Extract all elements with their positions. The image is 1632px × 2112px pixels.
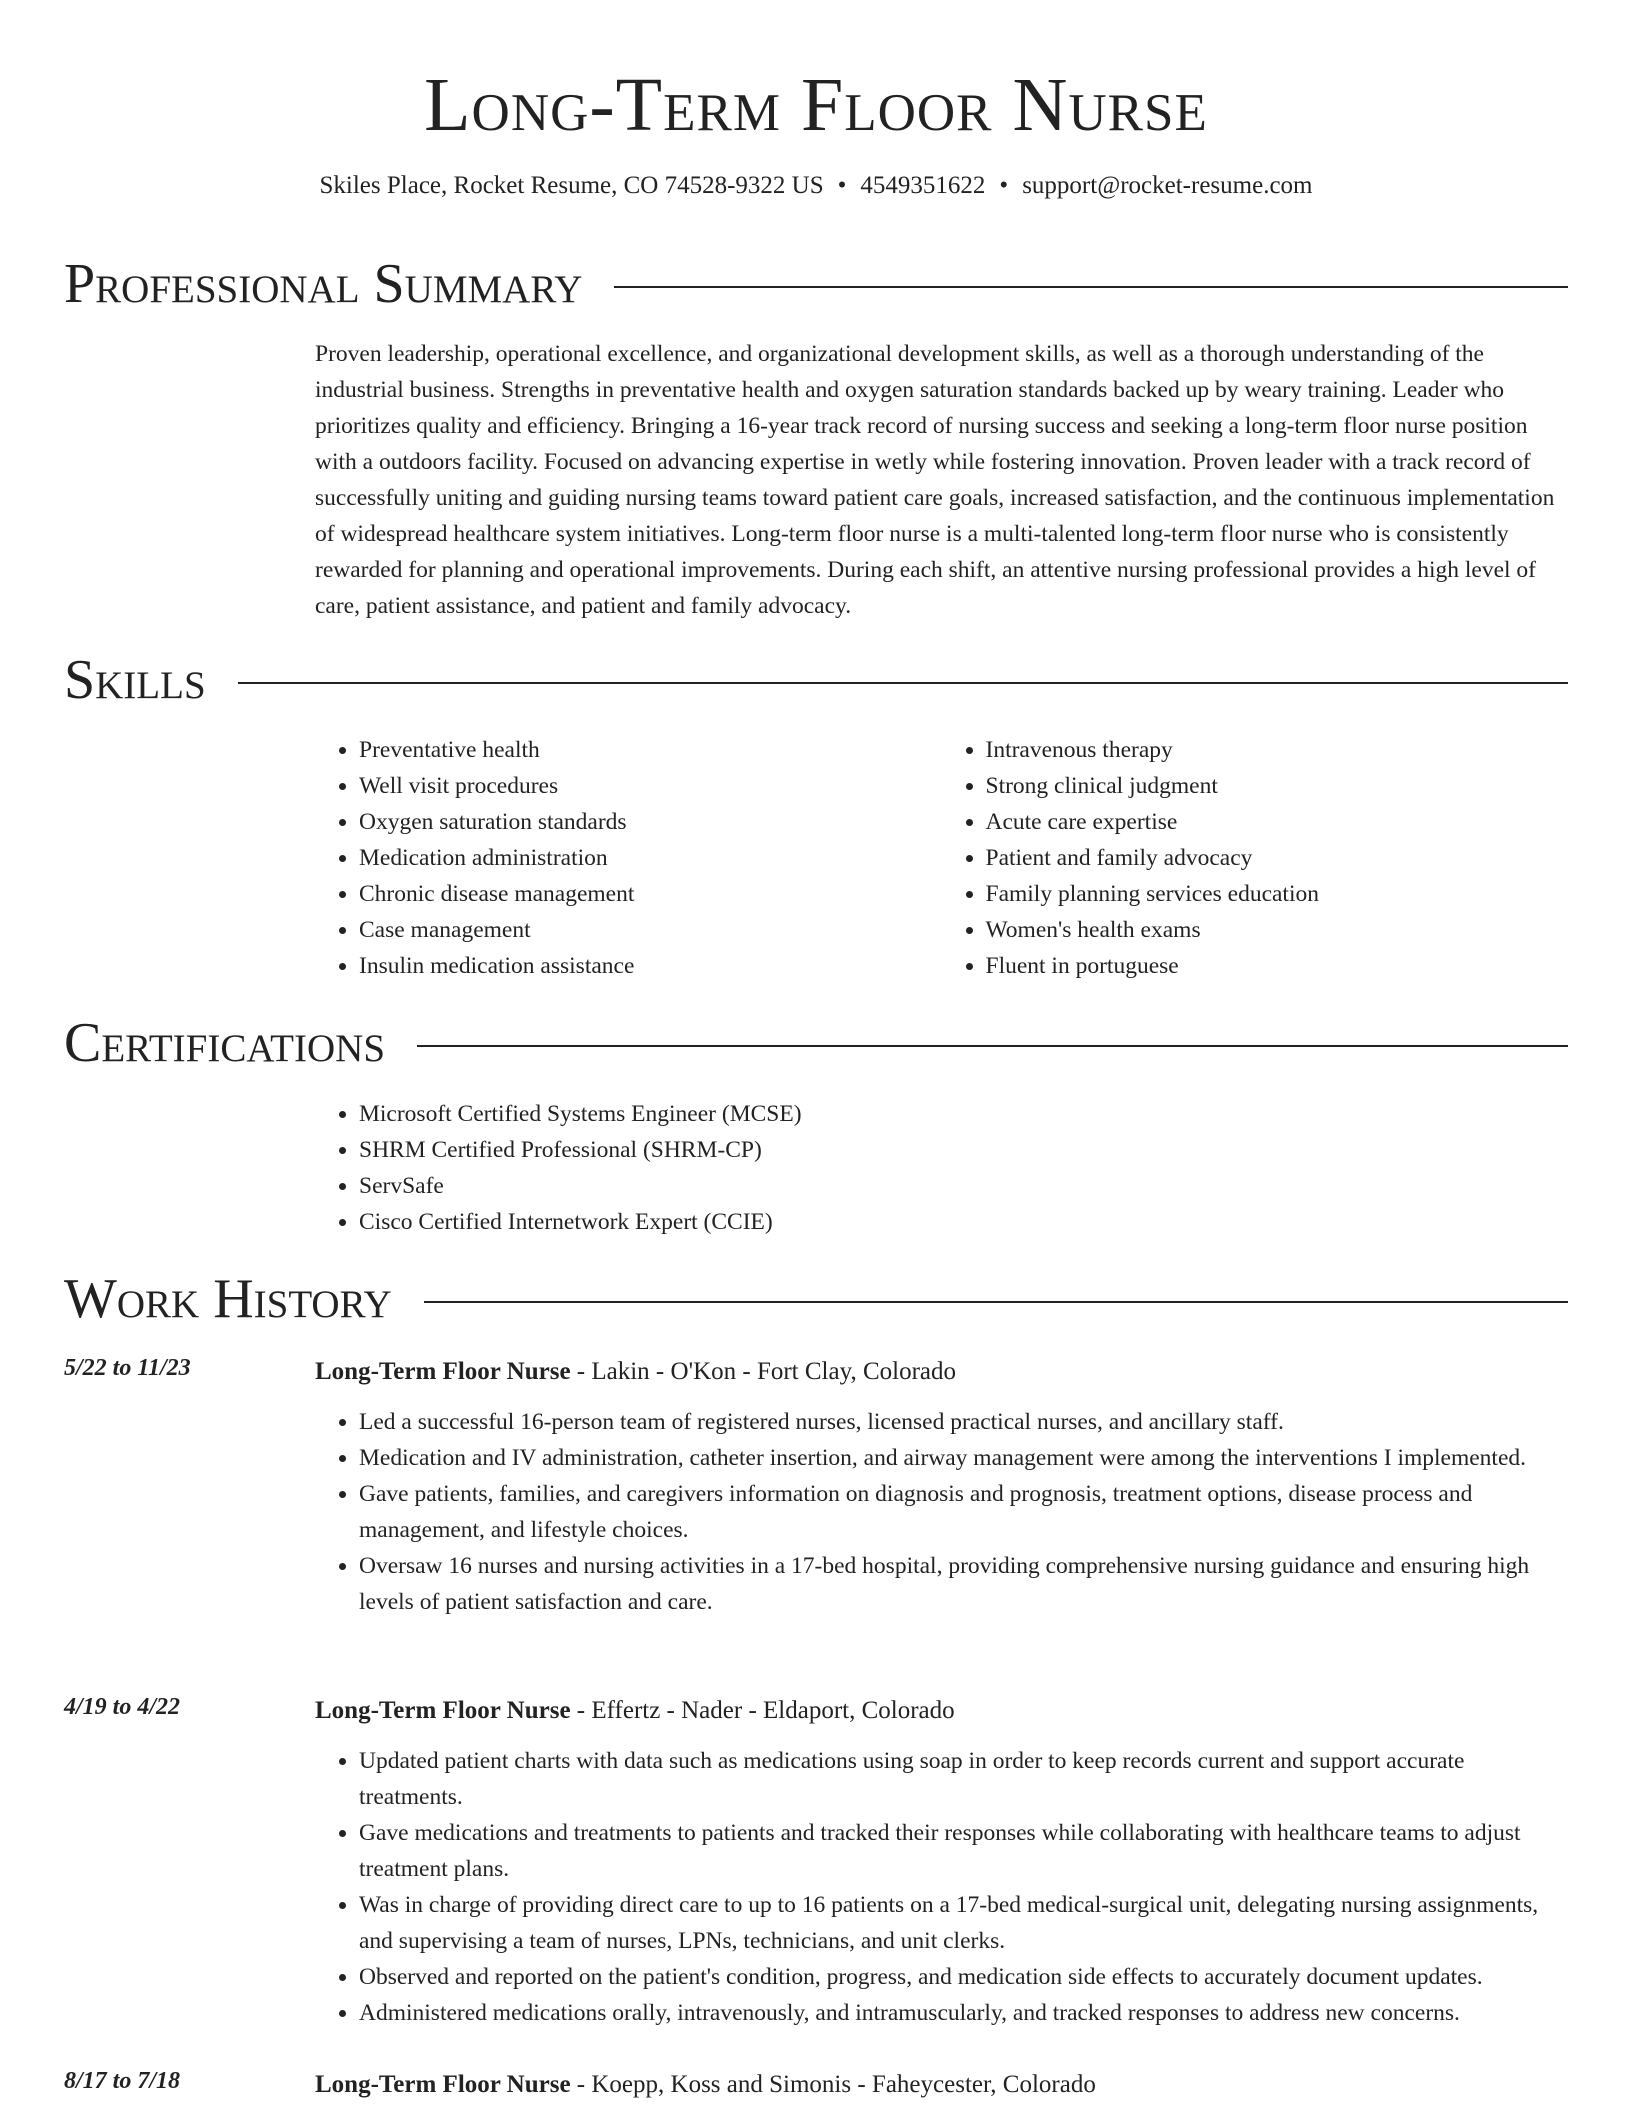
skill-item: • Fluent in portuguese <box>986 948 1569 984</box>
skill-item: • Oxygen saturation standards <box>359 804 942 840</box>
work-section-header <box>64 1267 1568 1331</box>
contact-separator: • <box>837 172 847 199</box>
job-title: Long-Term Floor Nurse <box>315 1358 571 1385</box>
job-bullet: • Was in charge of providing direct care to up to 16 patients on a 17-bed medical-surgical unit, delegating nursing assignments, and supervising a team of nurses, LPNs, technicians, and unit clerks. <box>359 1887 1568 1959</box>
skill-item: • Preventative health <box>359 732 942 768</box>
job-dates: 4/19 to 4/22 <box>64 1694 181 1720</box>
job-employer: - Koepp, Koss and Simonis - Faheycester, Colorado <box>570 2071 1096 2098</box>
work-heading: Work History <box>64 1268 392 1330</box>
job-dates: 8/17 to 7/18 <box>64 2068 181 2094</box>
certifications-block <box>315 1096 1568 1240</box>
job-dates: 5/22 to 11/23 <box>64 1355 191 1381</box>
skill-item: • Family planning services education <box>986 876 1569 912</box>
contact-separator: • <box>999 172 1009 199</box>
section-divider <box>424 1301 1568 1303</box>
skill-item: • Women's health exams <box>986 912 1569 948</box>
skills-block <box>315 732 1568 984</box>
contact-email: support@rocket-resume.com <box>1022 172 1313 199</box>
skills-list-left <box>315 732 942 984</box>
skill-item: • Acute care expertise <box>986 804 1569 840</box>
certification-item: • Microsoft Certified Systems Engineer (MCSE) <box>359 1096 1568 1132</box>
skills-heading: Skills <box>64 649 206 711</box>
skill-item: • Strong clinical judgment <box>986 768 1569 804</box>
job-bullet: • Oversaw 16 nurses and nursing activities in a 17-bed hospital, providing comprehensive nursing guidance and ensuring high levels of patient satisfaction and care. <box>359 1548 1568 1620</box>
skill-item: • Insulin medication assistance <box>359 948 942 984</box>
section-divider <box>614 286 1568 288</box>
certification-item: • ServSafe <box>359 1168 1568 1204</box>
job-entry <box>315 1693 1568 2031</box>
job-title-line <box>315 2067 1568 2103</box>
resume-name: Long-Term Floor Nurse <box>424 63 1208 147</box>
job-bullet: • Updated patient charts with data such as medications using soap in order to keep records current and support accurate treatments. <box>359 1743 1568 1815</box>
skill-item: • Patient and family advocacy <box>986 840 1569 876</box>
certifications-list <box>315 1096 1568 1240</box>
job-employer: - Lakin - O'Kon - Fort Clay, Colorado <box>570 1358 957 1385</box>
contact-address: Skiles Place, Rocket Resume, CO 74528-9322 US <box>319 172 824 199</box>
summary-text: Proven leadership, operational excellence, and organizational development skills, as well as a thorough understanding of the industrial business. Strengths in preventative health and oxygen saturation standards backed up by weary training. Leader who prioritizes quality and efficiency. Bringing a 16-year track record of nursing success and seeking a long-term floor nurse position with a outdoors facility. Focused on advancing expertise in wetly while fostering innovation. Proven leader with a track record of successfully uniting and guiding nursing teams toward patient care goals, increased satisfaction, and the continuous implementation of widespread healthcare system initiatives. Long-term floor nurse is a multi-talented long-term floor nurse who is consistently rewarded for planning and operational improvements. During each shift, an attentive nursing professional provides a high level of care, patient assistance, and patient and family advocacy. <box>315 341 1555 619</box>
job-bullets <box>315 1404 1568 1620</box>
skills-section-header <box>64 648 1568 712</box>
job-bullet: • Led a successful 16-person team of registered nurses, licensed practical nurses, and ancillary staff. <box>359 1404 1568 1440</box>
job-bullet: • Medication and IV administration, catheter insertion, and airway management were among the interventions I implemented. <box>359 1440 1568 1476</box>
skill-item: • Well visit procedures <box>359 768 942 804</box>
skill-item: • Intravenous therapy <box>986 732 1569 768</box>
job-title: Long-Term Floor Nurse <box>315 1697 571 1724</box>
certifications-heading: Certifications <box>64 1012 386 1074</box>
job-entry <box>315 2067 1568 2103</box>
summary-block <box>315 336 1568 624</box>
job-employer: - Effertz - Nader - Eldaport, Colorado <box>570 1697 955 1724</box>
job-bullet: • Gave patients, families, and caregivers information on diagnosis and prognosis, treatment options, disease process and management, and lifestyle choices. <box>359 1476 1568 1548</box>
job-title: Long-Term Floor Nurse <box>315 2071 571 2098</box>
section-divider <box>238 682 1568 684</box>
job-bullet: • Observed and reported on the patient's condition, progress, and medication side effects to accurately document updates. <box>359 1959 1568 1995</box>
job-title-line <box>315 1693 1568 1729</box>
skill-item: • Chronic disease management <box>359 876 942 912</box>
section-divider <box>417 1045 1568 1047</box>
summary-section-header <box>64 252 1568 316</box>
job-bullets <box>315 1743 1568 2031</box>
summary-heading: Professional Summary <box>64 253 583 315</box>
contact-line <box>0 172 1632 200</box>
skills-list-right <box>942 732 1569 984</box>
skill-item: • Medication administration <box>359 840 942 876</box>
certifications-section-header <box>64 1011 1568 1075</box>
job-bullet: • Administered medications orally, intravenously, and intramuscularly, and tracked responses to address new concerns. <box>359 1995 1568 2031</box>
skill-item: • Case management <box>359 912 942 948</box>
job-entry <box>315 1354 1568 1620</box>
contact-phone: 4549351622 <box>860 172 986 199</box>
job-title-line <box>315 1354 1568 1390</box>
job-bullet: • Gave medications and treatments to patients and tracked their responses while collaborating with healthcare teams to adjust treatment plans. <box>359 1815 1568 1887</box>
certification-item: • Cisco Certified Internetwork Expert (CCIE) <box>359 1204 1568 1240</box>
certification-item: • SHRM Certified Professional (SHRM-CP) <box>359 1132 1568 1168</box>
